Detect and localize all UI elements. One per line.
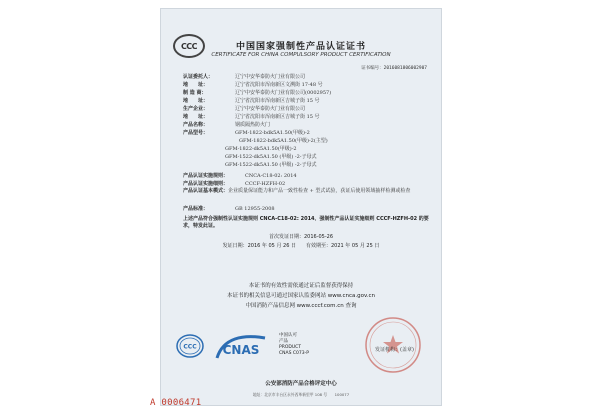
cnas-accreditation-text — [279, 333, 309, 357]
field-label: 产品认证实施规则： — [183, 173, 229, 179]
field-product-standard — [183, 205, 275, 212]
ccc-logo-text: CCC — [180, 41, 198, 51]
field-certification-mode — [183, 188, 431, 195]
field-impl-detail — [183, 180, 285, 187]
official-stamp-icon — [363, 315, 423, 375]
cnas-logo-text: CNAS — [222, 343, 260, 357]
model-line: GFM-1822-dk5A1.50(甲级)-2 — [225, 146, 297, 152]
field-label: 产品标准： — [183, 206, 209, 212]
cnas-logo-icon — [213, 332, 269, 362]
field-label: 地 址： — [183, 114, 209, 120]
field-label: 地 址： — [183, 82, 209, 88]
cnas-line: 产品 — [279, 339, 288, 344]
field-label: 地 址： — [183, 98, 209, 104]
field-manufacturer — [183, 89, 331, 96]
serial-number: A 0006471 — [150, 398, 202, 408]
field-value: 辽宁中安华泰防火门业有限公司(0002957) — [235, 90, 332, 96]
field-value: CCCF-HZFH-02 — [245, 181, 286, 187]
field-value: 辽宁省沈阳市浑南新区吉城子街 15 号 — [235, 98, 320, 104]
cccf-note: 中国消防产品信息网 www.cccf.com.cn 查询 — [245, 303, 357, 309]
field-value: CNCA-C18-02: 2014 — [245, 173, 297, 179]
ccc-seal-icon — [175, 333, 205, 359]
field-product-name — [183, 121, 270, 128]
field-factory-address — [183, 113, 320, 120]
verification-note: 本证书的相关信息可通过国家认监委网站 www.cnca.gov.cn — [226, 293, 376, 299]
cnas-line: 中国认可 — [279, 333, 297, 338]
first-issue-date: 首次发证日期：2016-05-26 — [268, 234, 334, 240]
footer-organization: 公安部消防产品合格评定中心 — [265, 381, 337, 387]
issuing-body-signature: 发证机构：(盖章) — [375, 347, 414, 353]
field-label: 产品认证基本模式： — [183, 188, 229, 194]
seal-text: CCC — [183, 343, 197, 351]
field-applicant — [183, 73, 305, 80]
field-value: GFM-1822-bdk5A1.50(甲级)-2 — [235, 130, 310, 136]
field-product-model — [183, 129, 310, 136]
field-label: 制 造 商： — [183, 90, 207, 96]
field-applicant-address — [183, 81, 323, 88]
footer-address: 地址：北京市丰台区永外西革新里甲 108 号 100077 — [252, 392, 350, 397]
certificate-number: 证书编号：2016081806002907 — [361, 66, 427, 71]
validity-note: 本证书的有效性需依通过证后监督获得保持 — [248, 283, 354, 289]
field-value: GB 12955-2008 — [235, 206, 275, 212]
field-label: 认证委托人： — [183, 74, 214, 80]
model-line: GFM-1522-dk5A1.50 (甲级) -2-子母式 — [225, 162, 317, 168]
field-value: 辽宁省沈阳市浑南新区文溯街 17-48 号 — [235, 82, 323, 88]
field-value: 辽宁中安华泰防火门业有限公司 — [235, 74, 306, 80]
certificate-title-cn: 中国国家强制性产品认证证书 — [235, 42, 366, 52]
field-value: 辽宁中安华泰防火门业有限公司 — [235, 106, 306, 112]
field-value: 企业质量保证能力和产品一致性检查 + 型式试验，获证后使用领域抽样检测或检查 — [228, 188, 411, 194]
field-factory — [183, 105, 305, 112]
field-value: 辽宁省沈阳市浑南新区吉城子街 15 号 — [235, 114, 320, 120]
model-line: GFM-1822-bdk5A1.50(甲级)-2(主型) — [239, 138, 328, 144]
field-impl-rule — [183, 172, 297, 179]
field-label: 生产企业： — [183, 106, 209, 112]
certificate-title-en: CERTIFICATE FOR CHINA COMPULSORY PRODUCT CERTIFICATION — [211, 52, 391, 58]
field-label: 产品认证实施细则： — [183, 181, 229, 187]
certificate-document — [160, 8, 442, 406]
certification-statement: 上述产品符合强制性认证实施规则 CNCA-C18-02: 2014、强制性产品认证实施细则 CCCF-HZFH-02 的要求，特发此证。 — [183, 216, 429, 229]
field-label: 产品名称： — [183, 122, 209, 128]
cnas-line: PRODUCT — [279, 345, 302, 350]
field-label: 产品型号： — [183, 130, 209, 136]
field-manufacturer-address — [183, 97, 320, 104]
model-line: GFM-1522-dk5A1.50 (甲级) -2-子母式 — [225, 154, 317, 160]
cnas-line: CNAS C073-P — [279, 351, 309, 356]
issue-and-expiry-dates: 发证日期：2016 年 05 月 26 日 有效期至：2021 年 05 月 25 日 — [222, 243, 380, 249]
field-value: 钢质隔热防火门 — [235, 122, 271, 128]
